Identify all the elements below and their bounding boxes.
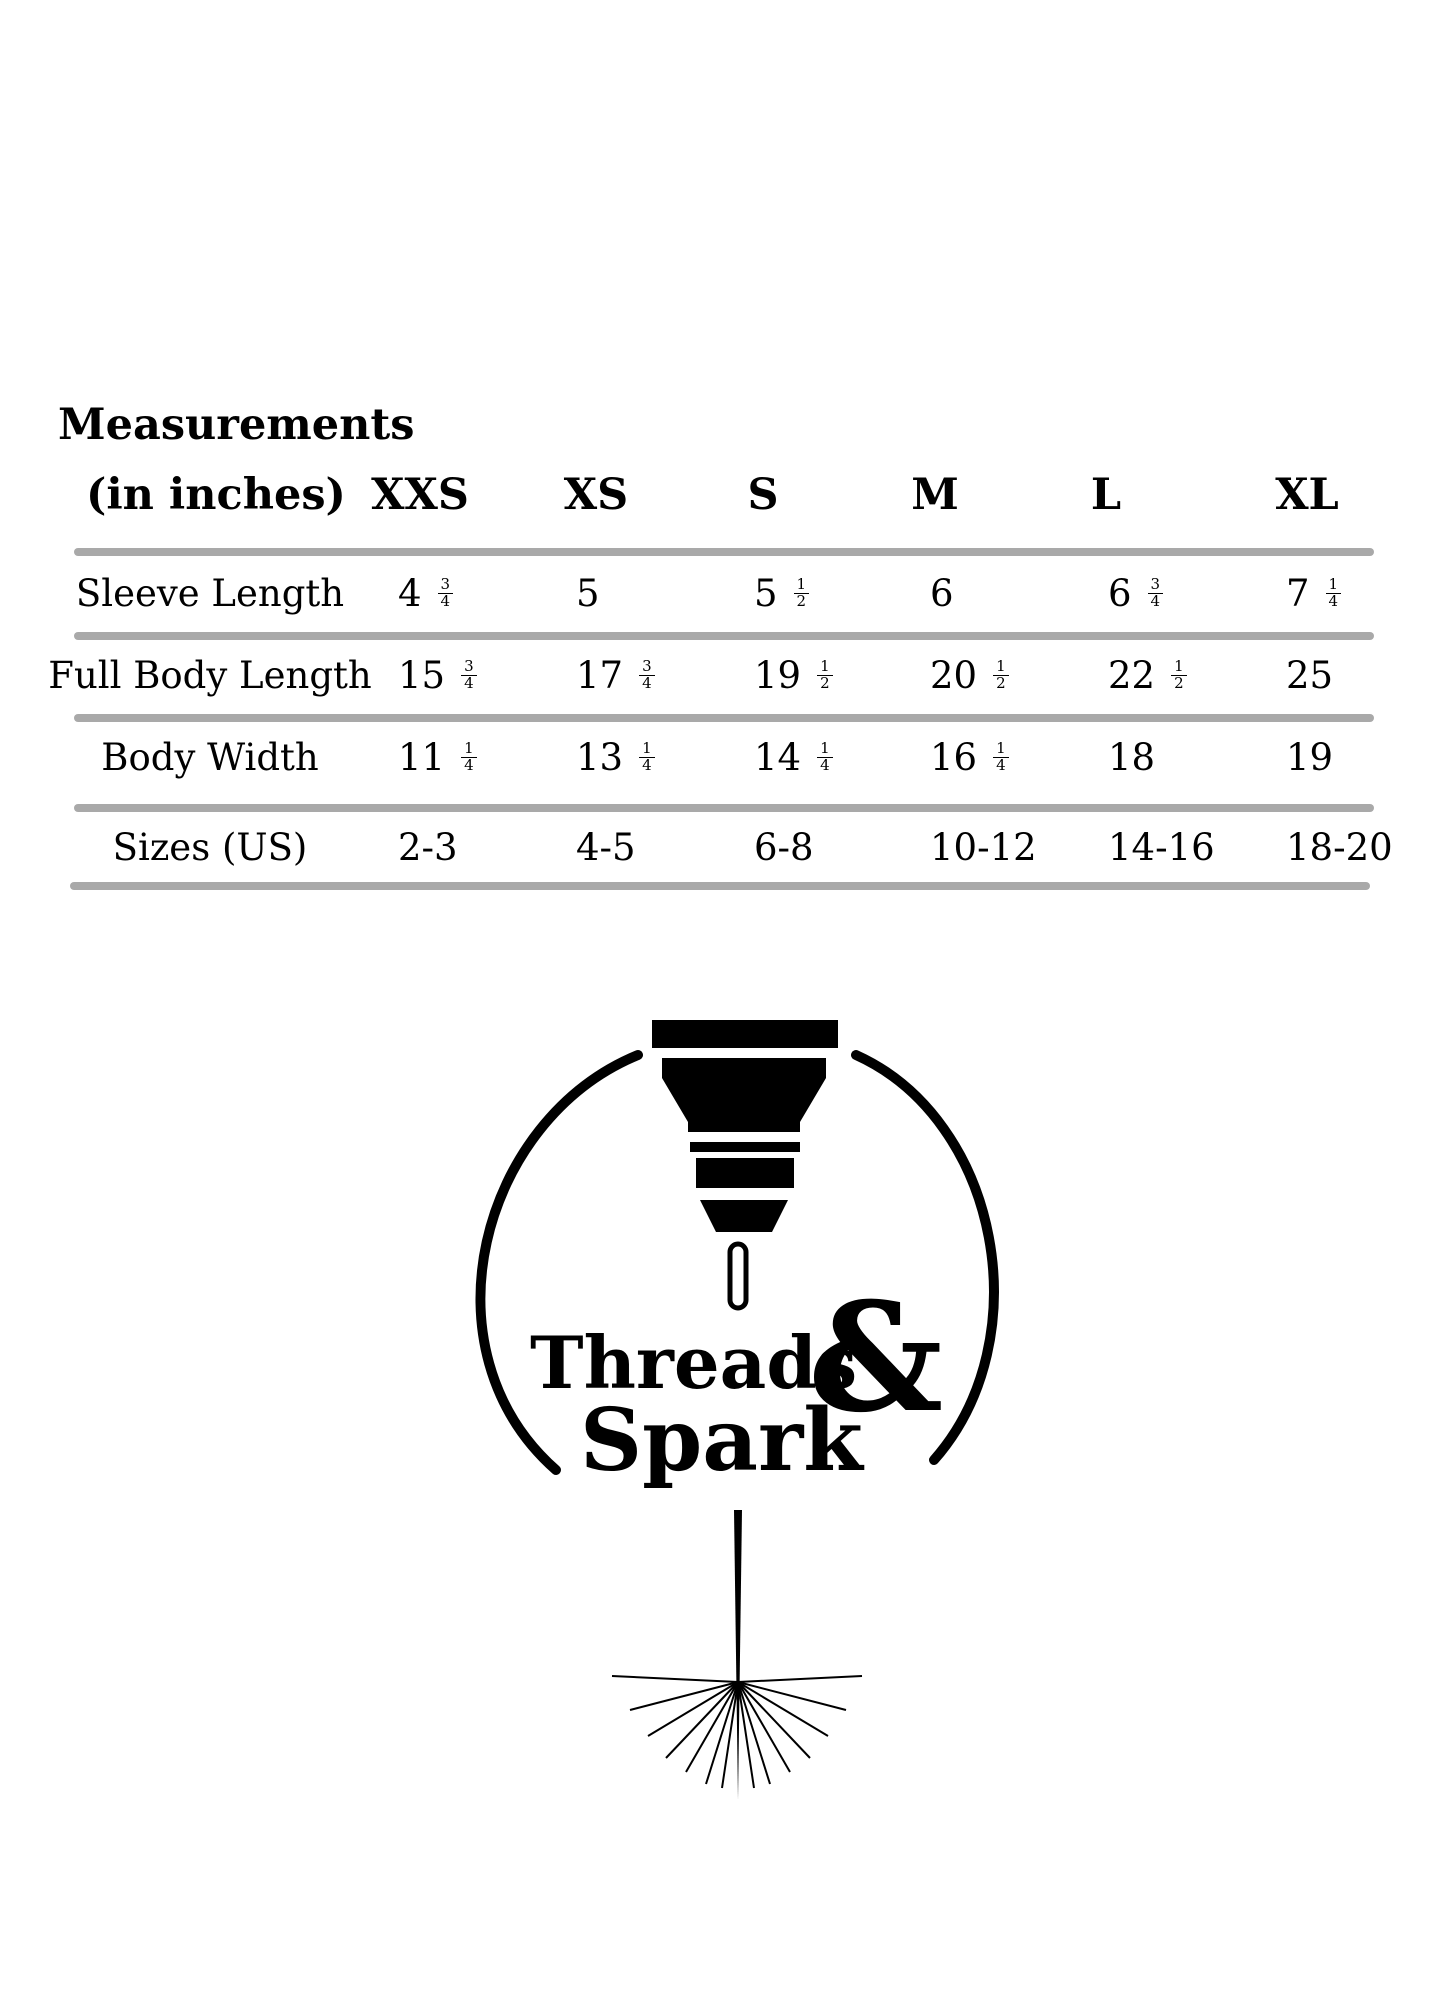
cell-whole-value: 22 <box>1108 654 1156 697</box>
table-cell <box>576 826 636 869</box>
cell-whole-value: 4-5 <box>576 826 636 869</box>
table-divider <box>74 714 1374 722</box>
cell-whole-value: 4 <box>398 572 422 615</box>
cell-fraction <box>817 741 833 774</box>
size-header-l: L <box>1090 470 1122 520</box>
cell-whole-value: 6-8 <box>754 826 814 869</box>
fraction-numerator: 1 <box>1326 577 1342 594</box>
cell-fraction <box>438 577 454 610</box>
fraction-denominator: 4 <box>642 756 652 774</box>
fraction-denominator: 4 <box>642 674 652 692</box>
fraction-numerator: 1 <box>993 741 1009 758</box>
row-label: Sizes (US) <box>112 826 308 869</box>
table-cell <box>930 654 1009 697</box>
cell-fraction <box>1171 659 1187 692</box>
needle-clamp-ring-2 <box>696 1158 794 1188</box>
fraction-numerator: 1 <box>817 741 833 758</box>
fraction-numerator: 3 <box>438 577 454 594</box>
table-cell <box>1286 826 1393 869</box>
table-cell <box>398 736 477 779</box>
fraction-denominator: 4 <box>1150 592 1161 610</box>
row-label: Full Body Length <box>48 654 372 697</box>
cell-whole-value: 25 <box>1286 654 1334 697</box>
table-divider <box>70 882 1370 890</box>
cell-fraction <box>817 659 833 692</box>
cell-whole-value: 5 <box>576 572 600 615</box>
needle <box>734 1510 742 1800</box>
logo-ampersand: & <box>808 1270 944 1446</box>
cell-fraction <box>1148 577 1164 610</box>
table-cell <box>576 572 600 615</box>
table-cell <box>398 826 458 869</box>
cell-fraction <box>794 577 810 610</box>
cell-whole-value: 11 <box>398 736 446 779</box>
cell-whole-value: 13 <box>576 736 624 779</box>
cell-whole-value: 2-3 <box>398 826 458 869</box>
size-header-m: M <box>911 470 959 520</box>
fraction-denominator: 2 <box>820 674 830 692</box>
cell-whole-value: 6 <box>930 572 954 615</box>
fraction-denominator: 4 <box>820 756 830 774</box>
cell-whole-value: 18-20 <box>1286 826 1393 869</box>
table-cell <box>576 736 655 779</box>
table-divider <box>74 804 1374 812</box>
table-cell <box>1286 654 1333 697</box>
fraction-numerator: 1 <box>1171 659 1187 676</box>
fraction-numerator: 1 <box>639 741 655 758</box>
size-header-s: S <box>747 470 779 520</box>
needle-clamp-cap <box>652 1020 838 1048</box>
fraction-numerator: 1 <box>993 659 1009 676</box>
unit-label: (in inches) <box>86 470 346 520</box>
fraction-numerator: 3 <box>1148 577 1164 594</box>
fraction-numerator: 1 <box>461 741 477 758</box>
cell-fraction <box>1326 577 1342 610</box>
fraction-denominator: 2 <box>1174 674 1184 692</box>
table-cell <box>1108 826 1215 869</box>
cell-whole-value: 17 <box>576 654 624 697</box>
fraction-numerator: 1 <box>794 577 810 594</box>
cell-fraction <box>993 659 1009 692</box>
cell-whole-value: 5 <box>754 572 778 615</box>
cell-whole-value: 20 <box>930 654 978 697</box>
table-cell <box>1108 654 1187 697</box>
table-cell <box>398 572 453 615</box>
size-header-xl: XL <box>1275 470 1339 520</box>
fraction-denominator: 4 <box>464 756 474 774</box>
fraction-denominator: 2 <box>996 674 1006 692</box>
cell-whole-value: 19 <box>1286 736 1334 779</box>
fraction-numerator: 3 <box>461 659 477 676</box>
cell-whole-value: 16 <box>930 736 978 779</box>
table-cell <box>754 654 833 697</box>
fraction-denominator: 2 <box>796 592 807 610</box>
table-cell <box>930 826 1037 869</box>
table-cell <box>398 654 477 697</box>
fraction-denominator: 4 <box>440 592 451 610</box>
cell-whole-value: 7 <box>1286 572 1310 615</box>
cell-fraction <box>993 741 1009 774</box>
fraction-denominator: 4 <box>1328 592 1339 610</box>
cell-fraction <box>461 659 477 692</box>
logo-word-threads: Threads <box>530 1320 858 1405</box>
needle-clamp-ring-1 <box>690 1142 800 1152</box>
row-label: Sleeve Length <box>75 572 345 615</box>
table-cell <box>1108 736 1155 779</box>
needle-clamp-tip <box>700 1200 788 1232</box>
table-cell <box>1286 572 1341 615</box>
logo-word-spark: Spark <box>580 1390 863 1491</box>
table-cell <box>754 572 809 615</box>
threads-and-spark-logo <box>460 1010 1000 1810</box>
fraction-numerator: 3 <box>639 659 655 676</box>
size-header-xxs: XXS <box>371 470 469 520</box>
page-title: Measurements <box>58 400 415 450</box>
row-label: Body Width <box>101 736 319 779</box>
size-header-xs: XS <box>563 470 629 520</box>
table-divider <box>74 548 1374 556</box>
cell-fraction <box>639 741 655 774</box>
table-cell <box>1286 736 1333 779</box>
fraction-denominator: 4 <box>464 674 474 692</box>
spark-rays <box>612 1676 862 1788</box>
fraction-numerator: 1 <box>817 659 833 676</box>
needle-clamp-body <box>662 1058 826 1132</box>
table-cell <box>754 826 814 869</box>
table-cell <box>930 572 954 615</box>
cell-whole-value: 18 <box>1108 736 1156 779</box>
table-cell <box>576 654 655 697</box>
cell-whole-value: 19 <box>754 654 802 697</box>
cell-whole-value: 6 <box>1108 572 1132 615</box>
cell-whole-value: 15 <box>398 654 446 697</box>
needle-eye <box>730 1244 746 1308</box>
table-divider <box>74 632 1374 640</box>
cell-fraction <box>639 659 655 692</box>
fraction-denominator: 4 <box>996 756 1006 774</box>
cell-whole-value: 10-12 <box>930 826 1037 869</box>
cell-whole-value: 14 <box>754 736 802 779</box>
cell-whole-value: 14-16 <box>1108 826 1215 869</box>
table-cell <box>930 736 1009 779</box>
cell-fraction <box>461 741 477 774</box>
table-cell <box>754 736 833 779</box>
table-cell <box>1108 572 1163 615</box>
